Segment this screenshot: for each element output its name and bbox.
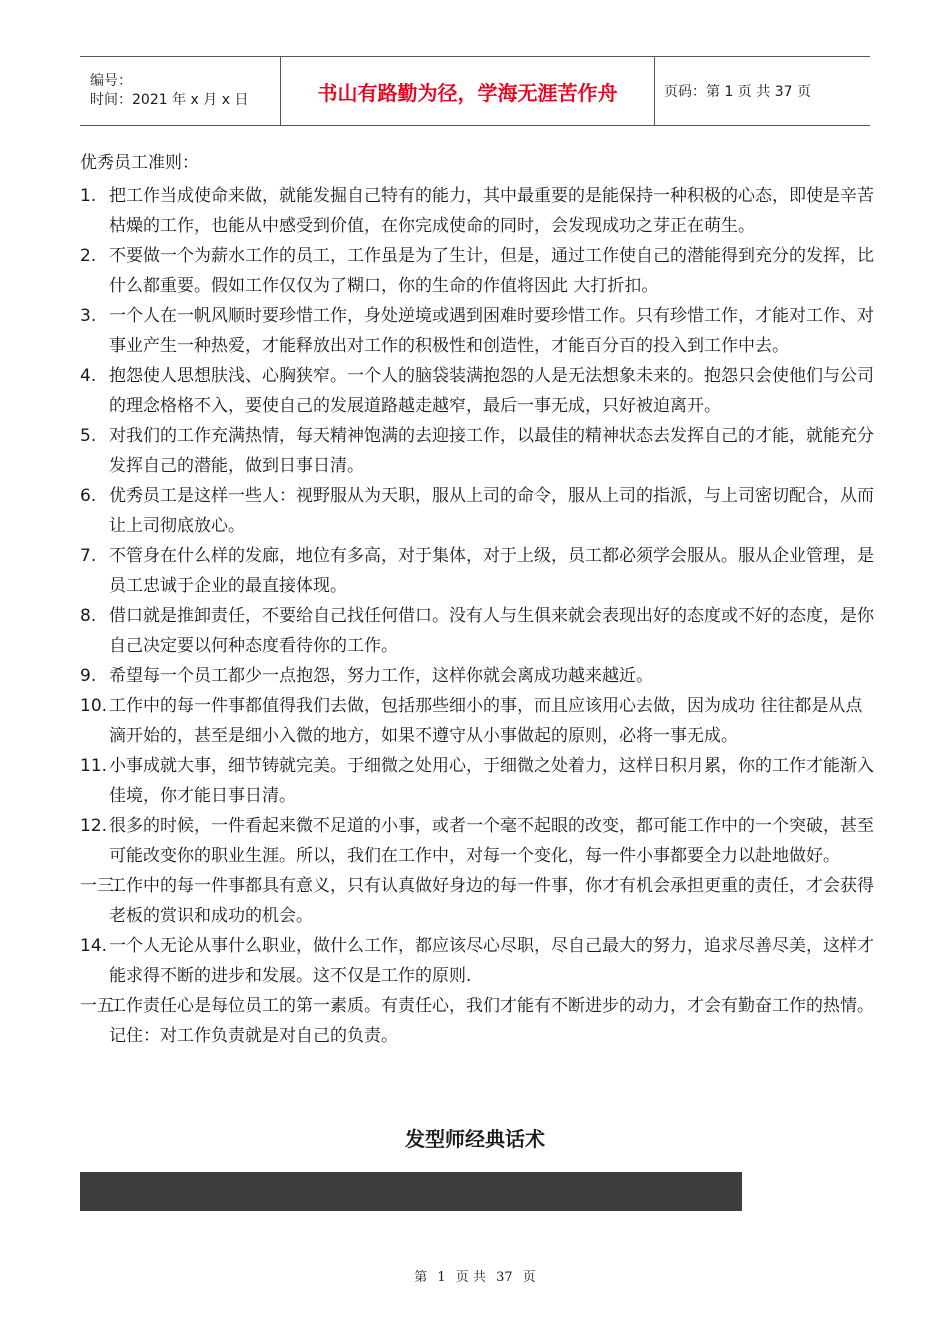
- list-item: [80, 601, 875, 661]
- list-item-text: 优秀员工是这样一些人：视野服从为天职，服从上司的命令，服从上司的指派，与上司密切配合，从而让上司彻底放心。: [109, 486, 874, 536]
- list-item-text: 工作中的每一件事都具有意义，只有认真做好身边的每一件事，你才有机会承担更重的责任，才会获得老板的赏识和成功的机会。: [109, 876, 874, 926]
- list-item: [80, 751, 875, 811]
- header-motto-cell: [281, 57, 655, 125]
- list-item-number: 一三.: [80, 876, 120, 896]
- intro-heading: 优秀员工准则：: [80, 153, 199, 173]
- list-item-number: 2.: [80, 246, 97, 266]
- list-item: [80, 691, 875, 751]
- list-item-text: 不要做一个为薪水工作的员工，工作虽是为了生计，但是，通过工作使自己的潜能得到充分的发挥，比什么都重要。假如工作仅仅为了糊口，你的生命的作值将因此 大打折扣。: [109, 246, 874, 296]
- list-item-number: 12.: [80, 816, 108, 836]
- list-item-text: 抱怨使人思想肤浅、心胸狭窄。一个人的脑袋装满抱怨的人是无法想象未来的。抱怨只会使他们与公司的理念格格不入，要使自己的发展道路越走越窄，最后一事无成，只好被迫离开。: [109, 366, 874, 416]
- list-item: [80, 661, 875, 691]
- list-item-number: 4.: [80, 366, 97, 386]
- list-item-number: 8.: [80, 606, 97, 626]
- list-item-text: 希望每一个员工都少一点抱怨，努力工作，这样你就会离成功越来越近。: [109, 666, 653, 686]
- header-motto: 书山有路勤为径，学海无涯苦作舟: [317, 80, 618, 105]
- list-item: [80, 361, 875, 421]
- rules-list: [80, 181, 875, 1051]
- list-item-text: 工作责任心是每位员工的第一素质。有责任心，我们才能有不断进步的动力，才会有勤奋工作的热情。记住：对工作负责就是对自己的负责。: [109, 996, 874, 1046]
- list-item-text: 小事成就大事，细节铸就完美。于细微之处用心，于细微之处着力，这样日积月累，你的工作才能渐入佳境，你才能日事日清。: [109, 756, 874, 806]
- list-item: [80, 871, 875, 931]
- list-item: [80, 811, 875, 871]
- list-item-text: 工作中的每一件事都值得我们去做，包括那些细小的事，而且应该用心去做，因为成功 往往都是从点滴开始的，甚至是细小入微的地方，如果不遵守从小事做起的原则，必将一事无成。: [109, 696, 863, 746]
- list-item-number: 3.: [80, 306, 97, 326]
- footer-prefix: 第: [414, 1270, 428, 1285]
- list-item-text: 借口就是推卸责任，不要给自己找任何借口。没有人与生俱来就会表现出好的态度或不好的态度，是你自己决定要以何种态度看待你的工作。: [109, 606, 874, 656]
- section-title: 发型师经典话术: [405, 1127, 545, 1151]
- list-item-text: 一个人在一帆风顺时要珍惜工作，身处逆境或遇到困难时要珍惜工作。只有珍惜工作，才能对工作、对事业产生一种热爱，才能释放出对工作的积极性和创造性，才能百分百的投入到工作中去。: [109, 306, 874, 356]
- header-page-info: 页码：第 1 页 共 37 页: [664, 84, 811, 100]
- list-item: [80, 481, 875, 541]
- list-item-text: 对我们的工作充满热情，每天精神饱满的去迎接工作，以最佳的精神状态去发挥自己的才能，就能充分发挥自己的潜能，做到日事日清。: [109, 426, 874, 476]
- list-item-number: 11.: [80, 756, 108, 776]
- list-item-number: 6.: [80, 486, 97, 506]
- list-item-text: 很多的时候，一件看起来微不足道的小事，或者一个毫不起眼的改变，都可能工作中的一个突破，甚至可能改变你的职业生涯。所以，我们在工作中，对每一个变化，每一件小事都要全力以赴地做好。: [109, 816, 874, 866]
- list-item-number: 7.: [80, 546, 97, 566]
- list-item-number: 9.: [80, 666, 97, 686]
- dark-banner-bar: [80, 1172, 742, 1211]
- list-item: [80, 301, 875, 361]
- header-page-cell: [655, 57, 870, 125]
- list-item: [80, 421, 875, 481]
- list-item-number: 一五.: [80, 996, 120, 1016]
- footer-total-pages: 37: [496, 1270, 513, 1285]
- list-item: [80, 241, 875, 301]
- document-time-label: 时间：2021 年 x 月 x 日: [90, 92, 249, 108]
- document-number-label: 编号：: [90, 73, 132, 89]
- list-item: [80, 991, 875, 1051]
- list-item: [80, 931, 875, 991]
- footer-suffix: 页: [522, 1270, 536, 1285]
- list-item-text: 不管身在什么样的发廊，地位有多高，对于集体，对于上级，员工都必须学会服从。服从企业管理，是员工忠诚于企业的最直接体现。: [109, 546, 874, 596]
- footer-mid: 页 共: [455, 1270, 486, 1285]
- page-footer: [0, 1266, 950, 1285]
- list-item-number: 5.: [80, 426, 97, 446]
- list-item-number: 1.: [80, 186, 97, 206]
- list-item-text: 一个人无论从事什么职业，做什么工作，都应该尽心尽职，尽自己最大的努力，追求尽善尽美，这样才能求得不断的进步和发展。这不仅是工作的原则.: [109, 936, 874, 986]
- document-header: [80, 56, 870, 126]
- list-item-number: 10.: [80, 696, 108, 716]
- list-item-number: 14.: [80, 936, 108, 956]
- header-meta: [80, 57, 281, 125]
- list-item-text: 把工作当成使命来做，就能发掘自己特有的能力，其中最重要的是能保持一种积极的心态，即使是辛苦枯燥的工作，也能从中感受到价值，在你完成使命的同时，会发现成功之芽正在萌生。: [109, 186, 874, 236]
- footer-page-number: 1: [437, 1270, 446, 1285]
- list-item: [80, 181, 875, 241]
- list-item: [80, 541, 875, 601]
